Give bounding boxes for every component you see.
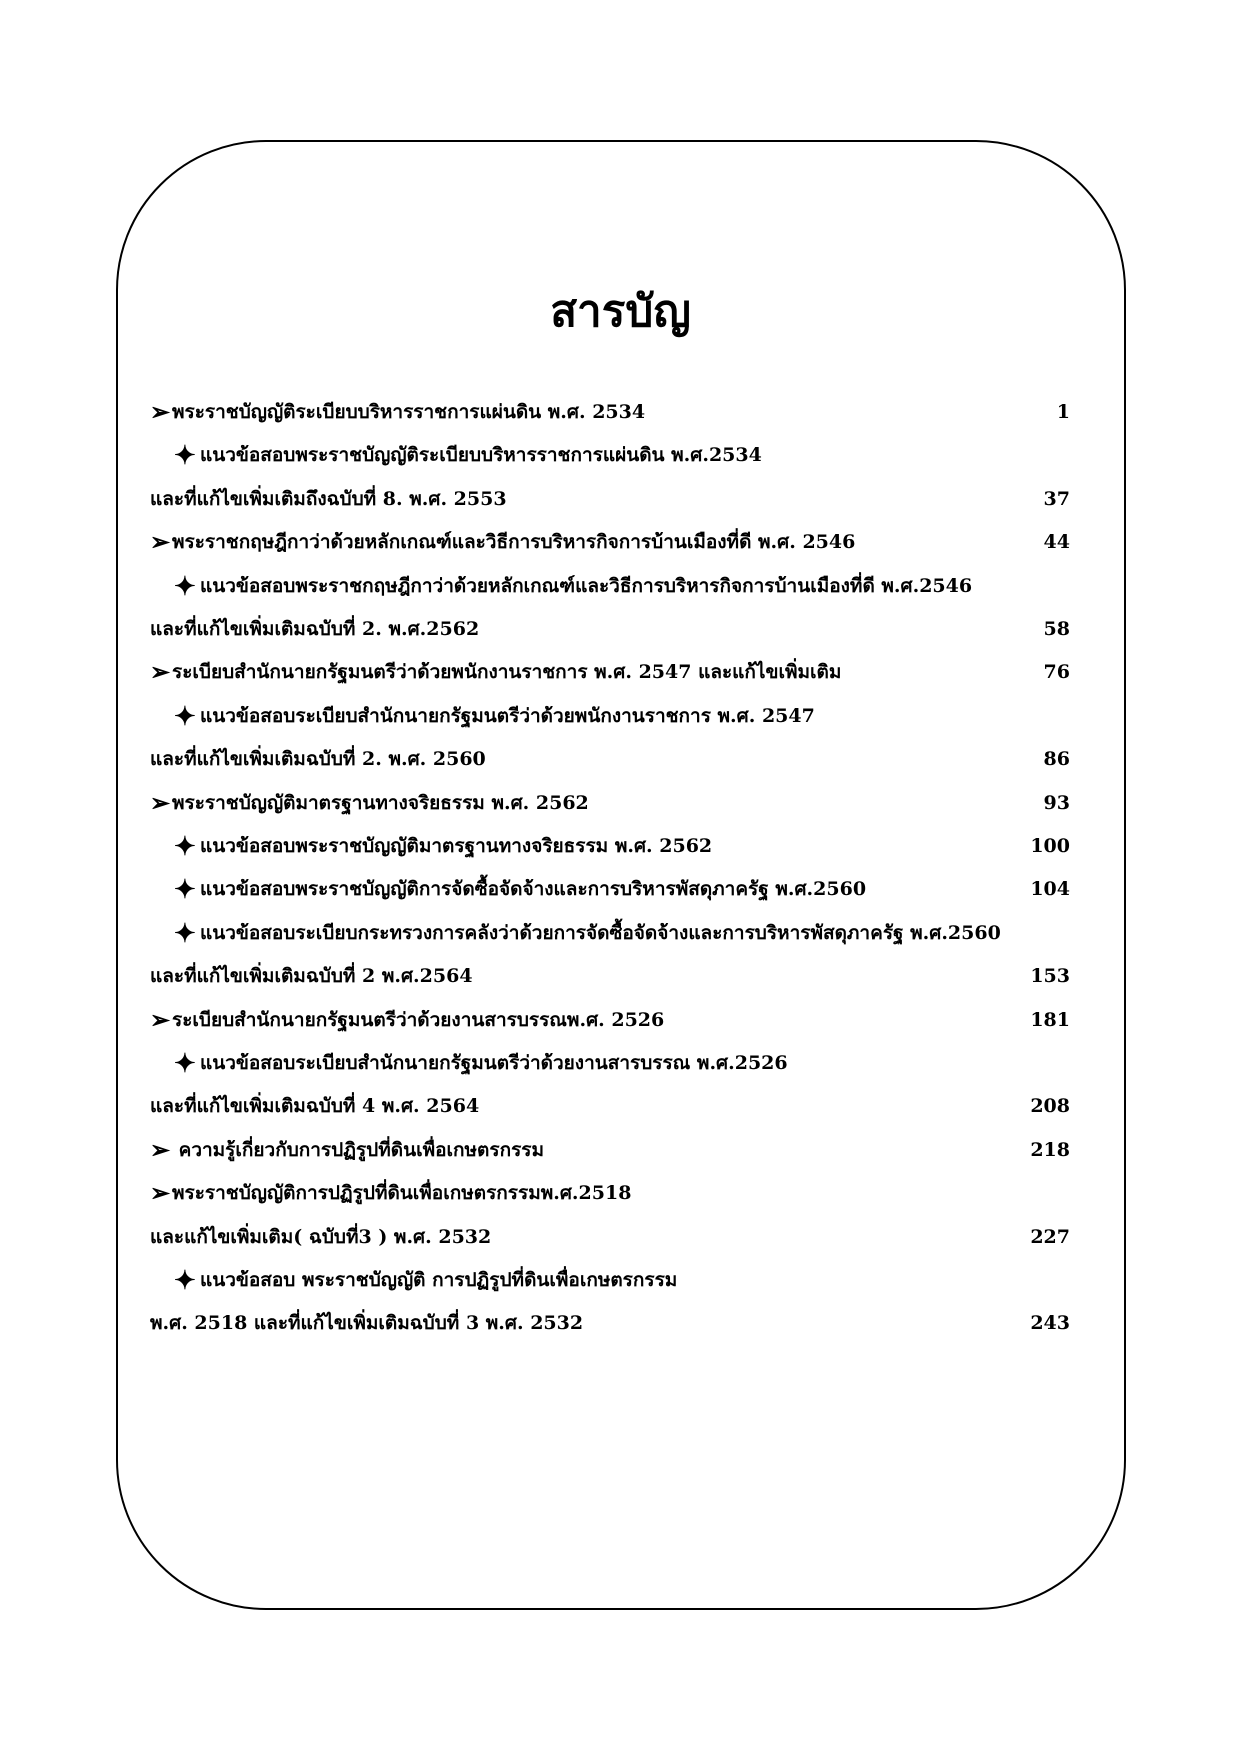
arrow-bullet-icon: ➢ xyxy=(150,527,171,556)
star-bullet-icon: ✦ xyxy=(174,1266,196,1296)
toc-entry-text xyxy=(150,783,589,823)
toc-page-number: 243 xyxy=(1030,1312,1070,1334)
toc-entry xyxy=(150,739,1090,779)
toc-entry-label: และที่แก้ไขเพิ่มเติมถึงฉบับที่ 8. พ.ศ. 2553 xyxy=(150,488,507,510)
toc-entry xyxy=(150,913,1090,953)
toc-entry-label: แนวข้อสอบระเบียบสำนักนายกรัฐมนตรีว่าด้วยงานสารบรรณ พ.ศ.2526 xyxy=(200,1052,788,1074)
toc-page-number: 218 xyxy=(1030,1139,1070,1161)
toc-entry xyxy=(150,566,1090,606)
star-bullet-icon: ✦ xyxy=(174,875,196,905)
toc-entry-label: ความรู้เกี่ยวกับการปฏิรูปที่ดินเพื่อเกษตรกรรม xyxy=(172,1139,545,1161)
toc-page-number: 58 xyxy=(1043,618,1070,640)
toc-page-number: 100 xyxy=(1030,835,1070,857)
toc-entry-text xyxy=(150,1130,544,1170)
toc-entry-text xyxy=(174,566,972,607)
toc-page-number: 93 xyxy=(1043,792,1070,814)
toc-entry xyxy=(150,1173,1090,1213)
toc-entry xyxy=(150,652,1090,692)
star-bullet-icon: ✦ xyxy=(174,1049,196,1079)
toc-entry-text xyxy=(150,652,841,692)
toc-entry-label: และที่แก้ไขเพิ่มเติมฉบับที่ 4 พ.ศ. 2564 xyxy=(150,1095,480,1117)
toc-entry-label: และที่แก้ไขเพิ่มเติมฉบับที่ 2. พ.ศ. 2560 xyxy=(150,748,486,770)
toc-entry-text xyxy=(174,696,815,737)
toc-entry-label: พระราชบัญญัติระเบียบบริหารราชการแผ่นดิน พ.ศ. 2534 xyxy=(172,401,646,423)
toc-entry xyxy=(150,522,1090,562)
toc-entry xyxy=(150,479,1090,519)
toc-entry-text xyxy=(150,1303,583,1343)
toc-entry xyxy=(150,783,1090,823)
toc-entry xyxy=(150,1000,1090,1040)
toc-entry-label: แนวข้อสอบ พระราชบัญญัติ การปฏิรูปที่ดินเพื่อเกษตรกรรม xyxy=(200,1269,678,1291)
toc-entry xyxy=(150,1086,1090,1126)
toc-entry-label: และแก้ไขเพิ่มเติม( ฉบับที่3 ) พ.ศ. 2532 xyxy=(150,1226,492,1248)
toc-entry-text xyxy=(174,826,712,867)
toc-entry-label: ระเบียบสำนักนายกรัฐมนตรีว่าด้วยพนักงานราชการ พ.ศ. 2547 และแก้ไขเพิ่มเติม xyxy=(172,661,842,683)
toc-entry-text xyxy=(174,435,762,476)
toc-entry xyxy=(150,609,1090,649)
toc-entry-label: พระราชกฤษฎีกาว่าด้วยหลักเกณฑ์และวิธีการบริหารกิจการบ้านเมืองที่ดี พ.ศ. 2546 xyxy=(172,531,856,553)
toc-entry-label: ระเบียบสำนักนายกรัฐมนตรีว่าด้วยงานสารบรรณพ.ศ. 2526 xyxy=(172,1009,665,1031)
toc-entry-text xyxy=(150,1000,664,1040)
toc-entry-text xyxy=(150,392,645,432)
toc-page-number: 227 xyxy=(1030,1226,1070,1248)
toc-entry xyxy=(150,435,1090,475)
arrow-bullet-icon: ➢ xyxy=(150,1178,171,1207)
toc-entry-text xyxy=(174,1043,788,1084)
toc-entry-text xyxy=(150,1173,631,1213)
toc-entry-text xyxy=(174,913,1001,954)
toc-page-number: 181 xyxy=(1030,1009,1070,1031)
toc-entry-label: แนวข้อสอบระเบียบสำนักนายกรัฐมนตรีว่าด้วยพนักงานราชการ พ.ศ. 2547 xyxy=(200,705,815,727)
toc-page-number: 76 xyxy=(1043,661,1070,683)
toc-entry xyxy=(150,1217,1090,1257)
toc-entry-text xyxy=(174,1260,677,1301)
toc-entry-text xyxy=(150,1086,479,1126)
toc-entry xyxy=(150,956,1090,996)
toc-page-number: 86 xyxy=(1043,748,1070,770)
arrow-bullet-icon: ➢ xyxy=(150,657,171,686)
toc-entry-label: แนวข้อสอบพระราชบัญญัติการจัดซื้อจัดจ้างและการบริหารพัสดุภาครัฐ พ.ศ.2560 xyxy=(200,878,867,900)
star-bullet-icon: ✦ xyxy=(174,832,196,862)
toc-entry-text xyxy=(150,609,479,649)
toc-page-number: 1 xyxy=(1056,401,1070,423)
toc-entry xyxy=(150,826,1090,866)
toc-entry xyxy=(150,1130,1090,1170)
toc-page-number: 153 xyxy=(1030,965,1070,987)
toc-entry-text xyxy=(150,522,855,562)
toc-entry-label: แนวข้อสอบพระราชกฤษฎีกาว่าด้วยหลักเกณฑ์และวิธีการบริหารกิจการบ้านเมืองที่ดี พ.ศ.2546 xyxy=(200,575,973,597)
arrow-bullet-icon: ➢ xyxy=(150,1135,171,1164)
toc-page-number: 37 xyxy=(1043,488,1070,510)
arrow-bullet-icon: ➢ xyxy=(150,397,171,426)
toc-entry-label: แนวข้อสอบพระราชบัญญัติมาตรฐานทางจริยธรรม พ.ศ. 2562 xyxy=(200,835,713,857)
toc-entry-label: แนวข้อสอบระเบียบกระทรวงการคลังว่าด้วยการจัดซื้อจัดจ้างและการบริหารพัสดุภาครัฐ พ.ศ.2560 xyxy=(200,922,1001,944)
toc-entry-text xyxy=(150,956,473,996)
toc-entry-text xyxy=(174,869,866,910)
toc-entry-label: พระราชบัญญัติมาตรฐานทางจริยธรรม พ.ศ. 2562 xyxy=(172,792,589,814)
toc-entry-label: พระราชบัญญัติการปฏิรูปที่ดินเพื่อเกษตรกรรมพ.ศ.2518 xyxy=(172,1182,632,1204)
star-bullet-icon: ✦ xyxy=(174,441,196,471)
arrow-bullet-icon: ➢ xyxy=(150,788,171,817)
toc-entry xyxy=(150,696,1090,736)
toc-page-number: 44 xyxy=(1043,531,1070,553)
toc-entry-text xyxy=(150,739,486,779)
toc-entry xyxy=(150,1043,1090,1083)
arrow-bullet-icon: ➢ xyxy=(150,1005,171,1034)
star-bullet-icon: ✦ xyxy=(174,702,196,732)
toc-entry-label: แนวข้อสอบพระราชบัญญัติระเบียบบริหารราชการแผ่นดิน พ.ศ.2534 xyxy=(200,444,762,466)
toc-entry-text xyxy=(150,1217,491,1257)
toc-entry-label: และที่แก้ไขเพิ่มเติมฉบับที่ 2 พ.ศ.2564 xyxy=(150,965,473,987)
toc-entry-label: และที่แก้ไขเพิ่มเติมฉบับที่ 2. พ.ศ.2562 xyxy=(150,618,480,640)
toc-page-number: 104 xyxy=(1030,878,1070,900)
toc-entry-text xyxy=(150,479,507,519)
toc-entry xyxy=(150,1303,1090,1343)
page-title: สารบัญ xyxy=(550,286,691,337)
star-bullet-icon: ✦ xyxy=(174,572,196,602)
toc-page-number: 208 xyxy=(1030,1095,1070,1117)
toc-entry-label: พ.ศ. 2518 และที่แก้ไขเพิ่มเติมฉบับที่ 3 พ.ศ. 2532 xyxy=(150,1312,584,1334)
toc-entry xyxy=(150,869,1090,909)
toc-entry xyxy=(150,1260,1090,1300)
toc-entry xyxy=(150,392,1090,432)
star-bullet-icon: ✦ xyxy=(174,919,196,949)
